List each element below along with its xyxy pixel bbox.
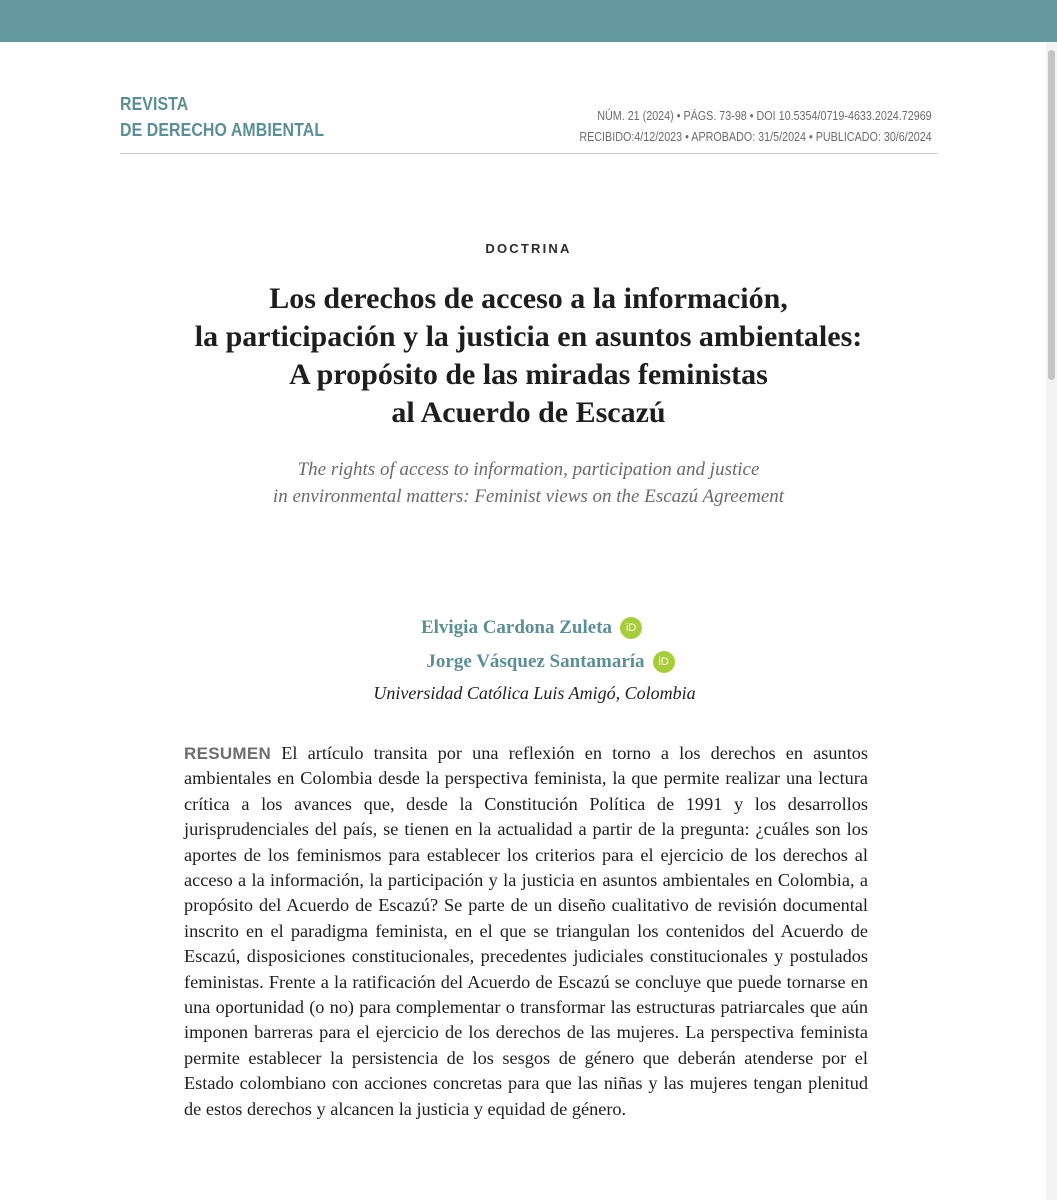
journal-name [120, 91, 324, 143]
title-line-1: Los derechos de acceso a la información, [269, 282, 788, 315]
affiliation: Universidad Católica Luis Amigó, Colombia [373, 683, 696, 703]
article-metadata [580, 106, 932, 148]
title-line-4: al Acuerdo de Escazú [391, 396, 666, 429]
author-block [0, 611, 1057, 707]
publication-dates: RECIBIDO:4/12/2023 • APROBADO: 31/5/2024 • PUBLICADO: 30/6/2024 [579, 130, 932, 144]
issue-pages-doi: NÚM. 21 (2024) • PÁGS. 73-98 • DOI 10.5354/0719-4633.2024.72969 [597, 109, 932, 123]
abstract [184, 741, 868, 1122]
author-2 [0, 645, 1057, 679]
title-line-3: A propósito de las miradas feministas [289, 358, 768, 391]
orcid-icon[interactable]: iD [620, 617, 642, 639]
journal-name-line1: REVISTA [120, 93, 189, 114]
english-subtitle [0, 456, 1057, 510]
header-divider [120, 153, 938, 154]
subtitle-line-1: The rights of access to information, participation and justice [297, 459, 760, 480]
section-label: DOCTRINA [485, 241, 572, 256]
author-2-name[interactable]: Jorge Vásquez Santamaría [426, 651, 645, 672]
author-1-name[interactable]: Elvigia Cardona Zuleta [420, 617, 613, 638]
subtitle-line-2: in environmental matters: Feminist views on the Escazú Agreement [272, 486, 785, 507]
top-color-band [0, 0, 1057, 42]
orcid-icon[interactable]: iD [653, 651, 675, 673]
journal-name-line2: DE DERECHO AMBIENTAL [120, 119, 325, 140]
author-1 [0, 611, 1057, 645]
article-title [0, 280, 1057, 432]
abstract-label: RESUMEN [184, 744, 272, 763]
title-line-2: la participación y la justicia en asuntos ambientales: [194, 320, 863, 353]
abstract-text: El artículo transita por una reflexión en torno a los derechos en asuntos ambientales en Colombia desde la perspectiva feminista, la que permite realizar una lectura crítica a los avances que, desde la Constitución Política de 1991 y los desarrollos jurisprudenciales del país, se tienen en la actualidad a partir de la pregunta: ¿cuáles son los aportes de los feminismos para establecer los criterios para el ejercicio de los derechos al acceso a la información, la participación y la justicia en asuntos ambientales en Colombia, a propósito del Acuerdo de Escazú? Se parte de un diseño cualitativo de revisión documental inscrito en el paradigma feminista, en el que se triangulan los contenidos del Acuerdo de Escazú, disposiciones constitucionales, precedentes judiciales constitucionales y postulados feministas. Frente a la ratificación del Acuerdo de Escazú se concluye que puede tornarse en una oportunidad (o no) para complementar o transformar las estructuras patriarcales que aún imponen barreras para el ejercicio de los derechos de las mujeres. La perspectiva feminista permite establecer la persistencia de los sesgos de género que deberán atenderse por el Estado colombiano con acciones concretas para que las niñas y las mujeres tengan plenitud de estos derechos y alcancen la justicia y equidad de género. [184, 743, 868, 1119]
